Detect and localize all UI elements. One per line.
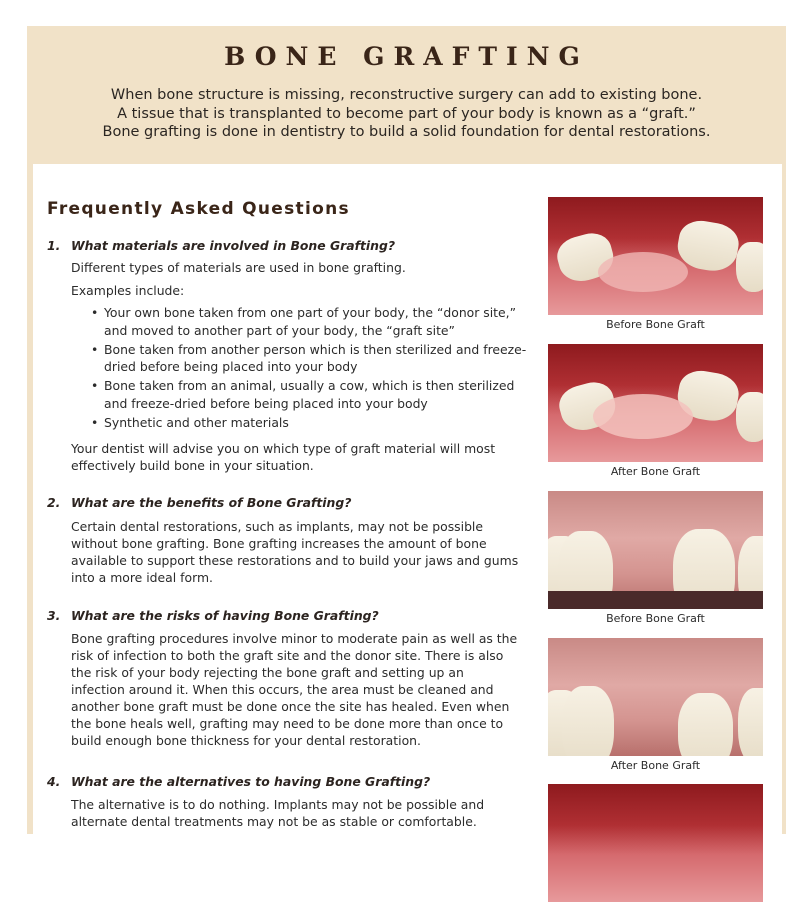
answer-paragraph: Certain dental restorations, such as implants, may not be possible without bone grafting. Bone grafting increases the amount of bone available to support these restorations and to build your jaws and gums into a more ideal form. bbox=[71, 519, 519, 585]
materials-list bbox=[71, 304, 531, 433]
answer-paragraph: The alternative is to do nothing. Implants may not be possible and alternate dental treatments may not be as stable or comfortable. bbox=[71, 797, 485, 829]
front-teeth-gap-photo-icon bbox=[548, 638, 763, 756]
occlusal-gum-photo-icon bbox=[548, 784, 763, 902]
question-4 bbox=[47, 774, 430, 789]
question-number: 1. bbox=[47, 238, 61, 253]
page-title: BONE GRAFTING bbox=[224, 42, 589, 71]
answer-paragraph: Bone grafting procedures involve minor to moderate pain as well as the risk of infection to both the graft site and the donor site. There is also the risk of your body rejecting the bone graft and setting up an infection around it. When this occurs, the area must be cleaned and another bone graft must be done once the site has healed. Even when the bone heals well, grafting may need to be done more than once to build enough bone thickness for your dental restoration. bbox=[71, 631, 518, 748]
list-item: • Synthetic and other materials bbox=[91, 414, 289, 430]
figure-before-graft-1 bbox=[548, 197, 763, 331]
question-text: What are the alternatives to having Bone Grafting? bbox=[71, 774, 431, 789]
faq-heading: Frequently Asked Questions bbox=[47, 199, 350, 219]
question-number: 3. bbox=[47, 608, 61, 623]
question-1 bbox=[47, 238, 395, 253]
list-item: • Bone taken from another person which is then sterilized and freeze-dried before being placed into your body bbox=[91, 341, 527, 374]
page bbox=[27, 26, 786, 834]
figure-caption: After Bone Graft bbox=[610, 759, 701, 772]
intro-line: A tissue that is transplanted to become part of your body is known as a “graft.” bbox=[117, 105, 696, 122]
question-3 bbox=[47, 608, 379, 623]
answer-paragraph: Your dentist will advise you on which type of graft material will most effectively build bone in your situation. bbox=[71, 441, 496, 473]
header-banner bbox=[27, 26, 786, 164]
question-text: What materials are involved in Bone Grafting? bbox=[71, 238, 396, 253]
figure-caption: Before Bone Graft bbox=[606, 612, 705, 625]
question-text: What are the benefits of Bone Grafting? bbox=[71, 495, 352, 510]
answer-paragraph: Different types of materials are used in bone grafting. bbox=[71, 260, 406, 275]
figure-caption: Before Bone Graft bbox=[606, 318, 705, 331]
content-panel bbox=[33, 164, 782, 834]
answer-paragraph: Examples include: bbox=[71, 283, 185, 298]
question-2 bbox=[47, 495, 351, 510]
list-item: • Bone taken from an animal, usually a cow, which is then sterilized and freeze-dried before being placed into your body bbox=[91, 378, 515, 411]
list-item: • Your own bone taken from one part of your body, the “donor site,” and moved to another part of your body, the “graft site” bbox=[91, 305, 517, 338]
occlusal-gum-photo-icon bbox=[548, 197, 763, 315]
front-teeth-gap-photo-icon bbox=[548, 491, 763, 609]
question-number: 4. bbox=[47, 774, 61, 789]
occlusal-gum-photo-icon bbox=[548, 344, 763, 462]
figure-after-graft-2 bbox=[548, 638, 763, 772]
figure-before-graft-2 bbox=[548, 491, 763, 625]
figure-after-graft-1 bbox=[548, 344, 763, 478]
question-text: What are the risks of having Bone Grafting? bbox=[71, 608, 379, 623]
intro-text bbox=[27, 86, 786, 142]
figure-partial bbox=[548, 784, 763, 902]
intro-line: Bone grafting is done in dentistry to build a solid foundation for dental restorations. bbox=[102, 124, 711, 140]
figure-caption: After Bone Graft bbox=[610, 465, 701, 478]
intro-line: When bone structure is missing, reconstructive surgery can add to existing bone. bbox=[110, 87, 703, 103]
question-number: 2. bbox=[47, 495, 61, 510]
